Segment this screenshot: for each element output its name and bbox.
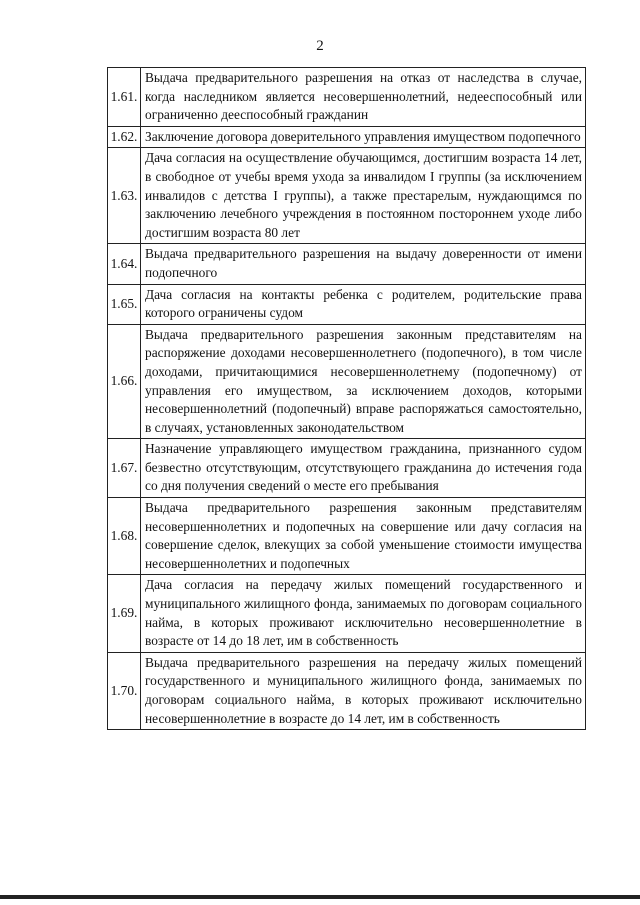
row-text: Назначение управляющего имуществом гражданина, признанного судом безвестно отсутствующим, отсутствующего гражданина до истечения года со дня получения сведений о месте его пребывания	[141, 439, 586, 498]
table-row	[108, 126, 586, 148]
table-row	[108, 244, 586, 284]
page-number: 2	[316, 38, 324, 54]
row-text: Выдача предварительного разрешения законным представителям на распоряжение доходами несовершеннолетнего (подопечного), в том числе доходами, причитающимися несовершеннолетнему (подопечному) от управления его имуществом, за исключением доходов, которыми несовершеннолетний (подопечный) вправе распоряжаться самостоятельно, в случаях, установленных законодательством	[141, 324, 586, 439]
row-text: Выдача предварительного разрешения на выдачу доверенности от имени подопечного	[141, 244, 586, 284]
row-number: 1.69.	[108, 575, 141, 652]
row-text: Заключение договора доверительного управления имуществом подопечного	[141, 126, 586, 148]
table-row	[108, 324, 586, 439]
row-number: 1.68.	[108, 498, 141, 575]
table-row	[108, 284, 586, 324]
row-number: 1.64.	[108, 244, 141, 284]
table-row	[108, 575, 586, 652]
row-text: Выдача предварительного разрешения на передачу жилых помещений государственного и муниципального жилищного фонда, занимаемых по договорам социального найма, в которых проживают исключительно несовершеннолетние в возрасте до 14 лет, им в собственность	[141, 652, 586, 729]
row-text: Дача согласия на осуществление обучающимся, достигшим возраста 14 лет, в свободное от учебы время ухода за инвалидом I группы (за исключением инвалидов с детства I группы), а также престарелым, нуждающимся по заключению лечебного учреждения в постоянном постороннем уходе либо достигшим возраста 80 лет	[141, 148, 586, 244]
services-table	[107, 67, 586, 730]
page-bottom-border	[0, 895, 640, 899]
table-row	[108, 652, 586, 729]
row-number: 1.61.	[108, 68, 141, 127]
table-row	[108, 148, 586, 244]
table-row	[108, 439, 586, 498]
row-text: Выдача предварительного разрешения на отказ от наследства в случае, когда наследником является несовершеннолетний, недееспособный или ограниченно дееспособный гражданин	[141, 68, 586, 127]
row-number: 1.63.	[108, 148, 141, 244]
row-text: Дача согласия на передачу жилых помещений государственного и муниципального жилищного фонда, занимаемых по договорам социального найма, в которых проживают исключительно несовершеннолетние в возрасте от 14 до 18 лет, им в собственность	[141, 575, 586, 652]
row-number: 1.65.	[108, 284, 141, 324]
table-row	[108, 498, 586, 575]
row-number: 1.66.	[108, 324, 141, 439]
row-number: 1.67.	[108, 439, 141, 498]
row-number: 1.70.	[108, 652, 141, 729]
row-number: 1.62.	[108, 126, 141, 148]
row-text: Выдача предварительного разрешения законным представителям несовершеннолетних и подопечных на совершение или дачу согласия на совершение сделок, влекущих за собой уменьшение стоимости имущества несовершеннолетних и подопечных	[141, 498, 586, 575]
table-row	[108, 68, 586, 127]
row-text: Дача согласия на контакты ребенка с родителем, родительские права которого ограничены судом	[141, 284, 586, 324]
